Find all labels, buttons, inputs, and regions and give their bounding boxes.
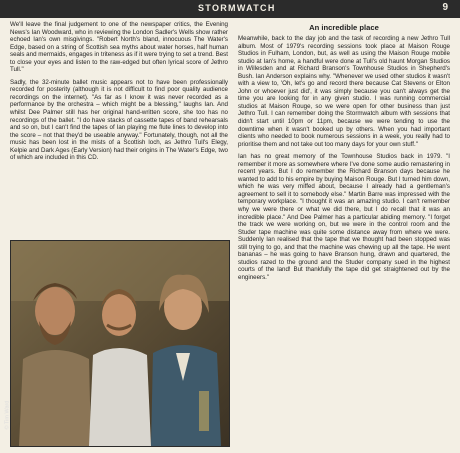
left-column xyxy=(10,21,228,167)
page-number: 9 xyxy=(442,2,448,13)
magazine-title: STORMWATCH xyxy=(198,3,276,13)
photo-credit: © Tim Ward xyxy=(4,400,11,430)
section-heading: An incredible place xyxy=(309,23,379,32)
right-paragraph-1: Meanwhile, back to the day job and the task of recording a new Jethro Tull album. Most of 1979's recording sessions took place at Maison Rouge Studios in Fulham, London, but, as well as using the Maison Rouge mobile studio at Ian's home, a handful were done at Tull's old haunt Morgan Studios in Willesden and at Richard Branson's Townhouse Studios in Shepherd's Bush. Ian Anderson explains why. "Whenever we used other studios it wasn't with a view to, 'Oh, let's go and record there because Cat Stevens or Elton John or whoever just did', it was simply because you can't always get the time you are looking for in any given studio. I was running commercial studios at Maison Rouge, so we were open for other business than just Jethro Tull. I can remember doing the Stormwatch album with sessions that didn't start until 10pm or 11pm, because we were tending to use the downtime when it wasn't booked up by others. When you had important clients who needed to book numerous sessions in a week, you really had to prioritise them and not take out too many days for your own stuff." xyxy=(238,35,450,148)
band-photo-illustration xyxy=(11,241,229,446)
right-column xyxy=(238,35,450,287)
right-paragraph-2: Ian has no great memory of the Townhouse Studios back in 1979. "I remember it more as somewhere where I've done some audio remastering in recent years. But I do remember the Richard Branson days because he wanted to add to his empire by buying Maison Rouge. But I turned him down, which he was very miffed about, because I already had a gentleman's agreement to sell it to somebody else." Martin Barre was impressed with the temporary workplace. "I thought it was an amazing studio. I can't remember why we were there or what we did there, but I do recall that it was an incredible place." And Dee Palmer has a particular abiding memory. "I forget the track we were working on, but we were in the control room and the Studer tape machine was quite some distance away from where we were. Suddenly Ian realised that the tape that we thought had been stopped was still trying to go, and that the machine was chewing up all the tape. He went bananas – he was going to have Branson hung, drawn and quartered, the studios razed to the ground and the Studer company sued in the highest courts of the land! But thankfully the tape did get straightened out by the engineers." xyxy=(238,153,450,281)
band-photo xyxy=(4,240,230,447)
page-header xyxy=(0,0,460,18)
left-paragraph-2: Sadly, the 32-minute ballet music appears not to have been professionally recorded for posterity (although it is not difficult to find poor quality audience recordings on the internet). "As far as I know it was never recorded as a performance by the orchestra – which might be a blessing," laughs Ian. And whilst Dee Palmer still has her original hand-written score, she too has no recordings of the ballet. "I do have stacks of cassette tapes of band rehearsals and so on, but I can't find the tapes of Ian playing me flute lines to develop into the score – not that they'd be useable anyway." Fortunately, though, not all the music has been lost in the mists of a Scottish loch, as Jethro Tull's Elegy, Kelpie and Dark Ages (Early Version) had their origins in The Water's Edge, two of which are included in this CD. xyxy=(10,78,228,162)
left-paragraph-1: We'll leave the final judgement to one of the newspaper critics, the Evening News's Ian Woodward, who in reviewing the London Sadler's Wells show rather echoed Ian's own misgivings. "Robert North's bland, innocuous The Water's Edge, based on a string of Scottish sea myths about water horses, half human seals and mermaids, engages in triteness as if it were trying to set a trend. Best to close your eyes and listen to the raw-edged but often lyrical score of Jethro Tull." xyxy=(10,21,228,74)
